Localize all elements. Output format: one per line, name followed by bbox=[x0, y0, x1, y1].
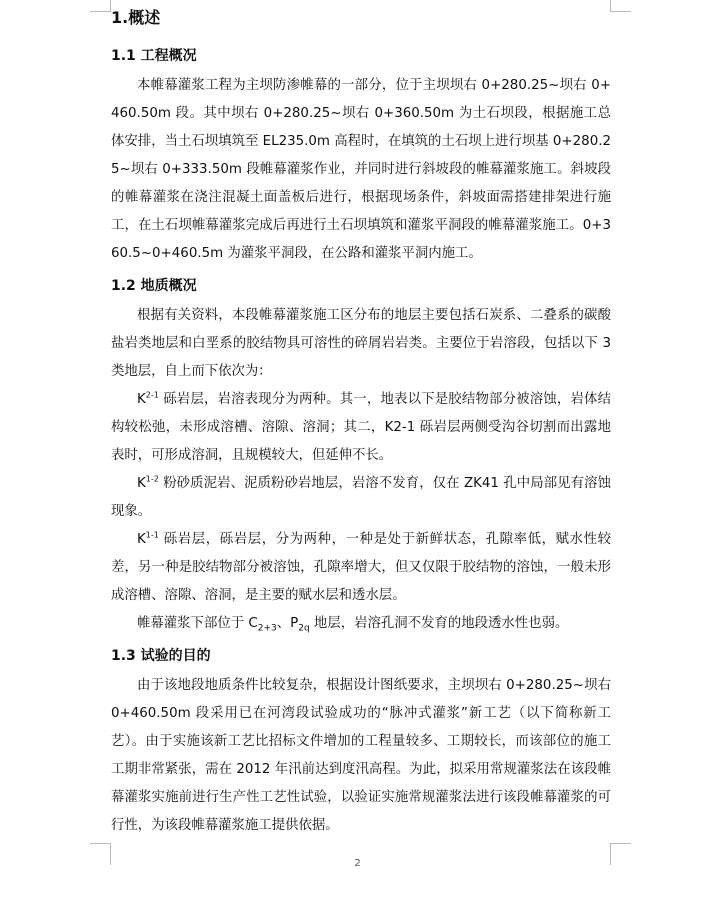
paragraph-overview: 本帷幕灌浆工程为主坝防渗帷幕的一部分，位于主坝坝右 0+280.25~坝右 0+460.50m 段。其中坝右 0+280.25~坝右 0+360.50m 为土石坝段，根据施工总体安排，当土石坝填筑至 EL235.0m 高程时，在填筑的土石坝上进行坝基 0+280.25~坝右 0+333.50m 段帷幕灌浆作业，并同时进行斜坡段的帷幕灌浆施工。斜坡段的帷幕灌浆在浇注混凝土面盖板后进行，根据现场条件，斜坡面需搭建排架进行施工，在土石坝帷幕灌浆完成后再进行土石坝填筑和灌浆平洞段的帷幕灌浆施工。0+360.5~0+460.5m 为灌浆平洞段，在公路和灌浆平洞内施工。 bbox=[111, 78, 611, 261]
paragraph-text-post: 地层，岩溶孔洞不发育的地段透水性也弱。 bbox=[309, 616, 569, 631]
paragraph-k2-1 bbox=[111, 386, 611, 470]
page-number: 2 bbox=[354, 858, 361, 869]
stratum-symbol: K bbox=[137, 392, 146, 407]
section-title-geology: 1.2 地质概况 bbox=[111, 278, 197, 294]
chapter-heading: 1.概述 bbox=[111, 8, 161, 27]
stratum-superscript: 2-1 bbox=[145, 390, 159, 400]
crop-mark-bottom-right-h bbox=[611, 843, 631, 844]
paragraph-k1-2 bbox=[111, 470, 611, 526]
stratum-subscript-p: 2q bbox=[298, 623, 310, 634]
stratum-symbol-c: C bbox=[248, 616, 258, 631]
stratum-superscript: 1-1 bbox=[145, 530, 159, 540]
stratum-symbol-p: P bbox=[290, 616, 299, 631]
paragraph-k1-1 bbox=[111, 526, 611, 610]
section-title-overview: 1.1 工程概况 bbox=[111, 48, 197, 64]
stratum-symbol: K bbox=[137, 476, 146, 491]
stratum-superscript: 1-2 bbox=[145, 474, 159, 484]
paragraph-text: 粉砂质泥岩、泥质粉砂岩地层，岩溶不发育，仅在 ZK41 孔中局部见有溶蚀现象。 bbox=[111, 476, 611, 519]
page-content bbox=[111, 6, 611, 840]
paragraph-text-pre: 帷幕灌浆下部位于 bbox=[137, 616, 249, 631]
crop-mark-bottom-left-h bbox=[90, 843, 110, 844]
stratum-symbol: K bbox=[137, 532, 146, 547]
crop-mark-top-right-h bbox=[611, 11, 631, 12]
paragraph-lower-strata bbox=[111, 610, 611, 638]
paragraph-text: 砾岩层，砾岩层，分为两种，一种是处于新鲜状态，孔隙率低，赋水性较差，另一种是胶结物部分被溶蚀，孔隙率增大，但又仅限于胶结物的溶蚀，一般未形成溶槽、溶隙、溶洞，是主要的赋水层和透水层。 bbox=[111, 532, 611, 603]
separator: 、 bbox=[276, 616, 291, 631]
paragraph-purpose: 由于该地段地质条件比较复杂，根据设计图纸要求，主坝坝右 0+280.25~坝右 0+460.50m 段采用已在河湾段试验成功的“脉冲式灌浆”新工艺（以下简称新工艺）。由于实施该新工艺比招标文件增加的工程量较多、工期较长，而该部位的施工工期非常紧张，需在 2012 年汛前达到度汛高程。为此，拟采用常规灌浆法在该段帷幕灌浆实施前进行生产性工艺性试验，以验证实施常规灌浆法进行该段帷幕灌浆的可行性，为该段帷幕灌浆施工提供依据。 bbox=[111, 678, 611, 833]
stratum-subscript-c: 2+3 bbox=[257, 623, 277, 634]
paragraph-geology-intro: 根据有关资料，本段帷幕灌浆施工区分布的地层主要包括石炭系、二叠系的碳酸盐岩类地层和白垩系的胶结物具可溶性的碎屑岩岩类。主要位于岩溶段，包括以下 3 类地层，自上而下依次为： bbox=[111, 308, 611, 379]
paragraph-text: 砾岩层，岩溶表现分为两种。其一，地表以下是胶结物部分被溶蚀，岩体结构较松弛，未形成溶槽、溶隙、溶洞；其二，K2-1 砾岩层两侧受沟谷切割而出露地表时，可形成溶洞，且规模较大，但延伸不长。 bbox=[111, 392, 611, 463]
crop-mark-top-left-h bbox=[90, 11, 110, 12]
section-title-purpose: 1.3 试验的目的 bbox=[111, 648, 211, 664]
